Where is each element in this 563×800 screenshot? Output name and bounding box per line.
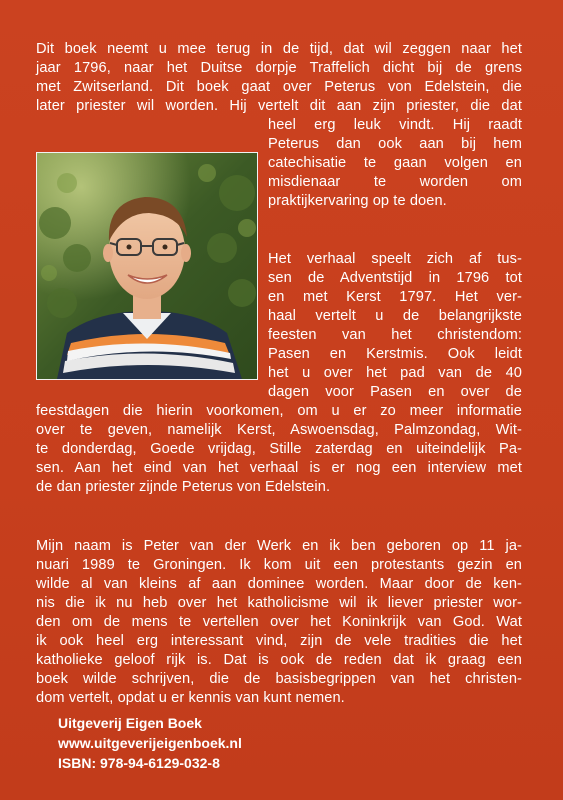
text-line: nuari 1989 te Groningen. Ik kom uit een protestants gezin en <box>36 557 522 573</box>
publisher-name: Uitgeverij Eigen Boek <box>58 715 202 731</box>
text-line: haal vertelt u de belangrijkste <box>268 308 522 324</box>
text-line: met Zwitserland. Dit boek gaat over Peterus von Edelstein, die <box>36 79 522 95</box>
author-photo-drawing <box>37 153 257 379</box>
text-line: sen de Adventstijd in 1796 tot <box>268 270 522 286</box>
text-line: katholieke geloof rijk is. Dat is ook de reden dat ik graag een <box>36 652 522 668</box>
text-line: Dit boek neemt u mee terug in de tijd, dat wil zeggen naar het <box>36 41 522 57</box>
text-line: nis die ik nu heb over het katholicisme wil ik liever priester wor- <box>36 595 522 611</box>
publisher-info <box>58 713 242 773</box>
text-line: sen. Aan het eind van het verhaal is er nog een interview met <box>36 460 522 476</box>
text-line: het u over het pad van de 40 <box>268 365 522 381</box>
text-line: praktijkervaring op te doen. <box>268 193 447 209</box>
text-line: feestdagen die hierin voorkomen, om u er zo meer informatie <box>36 403 522 419</box>
text-line: den om de mens te vertellen over het Koninkrijk van God. Wat <box>36 614 522 630</box>
text-line: later priester wil worden. Hij vertelt dit aan zijn priester, die dat <box>36 98 522 114</box>
text-line: misdienaar te worden om <box>268 174 522 190</box>
text-line: dom vertelt, opdat u er kennis van kunt nemen. <box>36 690 345 706</box>
text-line: de dan priester zijnde Peterus von Edelstein. <box>36 479 331 495</box>
text-line: wilde al van kleins af aan dominee worden. Maar door de ken- <box>36 576 522 592</box>
text-line: dagen voor Pasen en over de <box>268 384 522 400</box>
text-line: boek wilde schrijven, die de basisbegrippen van het christen- <box>36 671 522 687</box>
text-line: feesten van het christendom: <box>268 327 522 343</box>
text-line: heel erg leuk vindt. Hij raadt <box>268 117 522 133</box>
text-line: Het verhaal speelt zich af tus- <box>268 251 522 267</box>
publisher-website: www.uitgeverijeigenboek.nl <box>58 735 242 751</box>
text-line: te donderdag, Goede vrijdag, Stille zaterdag en uiteindelijk Pa- <box>36 441 522 457</box>
text-line: Mijn naam is Peter van der Werk en ik ben geboren op 11 ja- <box>36 538 522 554</box>
author-photo <box>36 152 258 380</box>
text-line: Pasen en Kerstmis. Ook leidt <box>268 346 522 362</box>
text-line: Peterus dan ook aan bij hem <box>268 136 522 152</box>
isbn: ISBN: 978-94-6129-032-8 <box>58 755 220 771</box>
text-line: ik ook heel erg interessant vind, zijn de vele tradities die het <box>36 633 522 649</box>
paragraph-author-bio <box>36 537 522 708</box>
text-line: catechisatie te gaan volgen en <box>268 155 522 171</box>
text-line: jaar 1796, naar het Duitse dorpje Traffelich dicht bij de grens <box>36 60 522 76</box>
text-line: en met Kerst 1797. Het ver- <box>268 289 522 305</box>
text-line: over te geven, namelijk Kerst, Aswoensdag, Palmzondag, Wit- <box>36 422 522 438</box>
